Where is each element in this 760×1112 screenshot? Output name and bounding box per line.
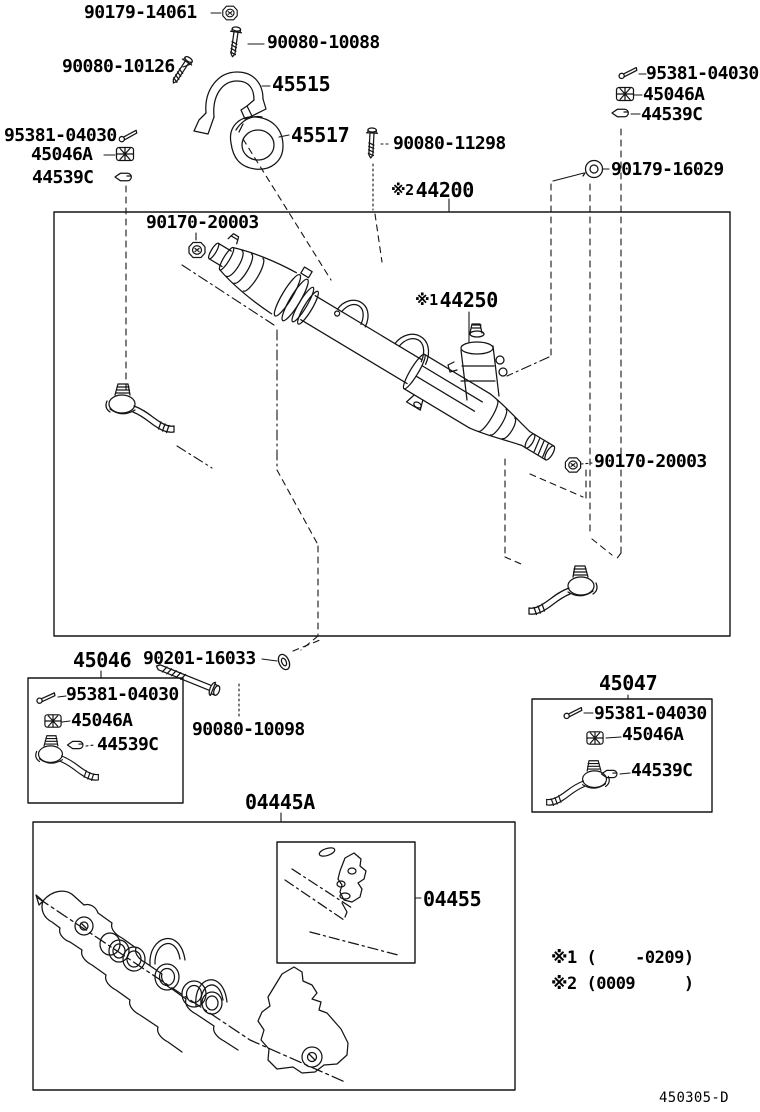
lock-nut-icon xyxy=(565,458,580,472)
part-label-45517: 45517 xyxy=(291,123,350,147)
part-label-90179-14061: 90179-14061 xyxy=(84,2,197,23)
part-label-45515: 45515 xyxy=(272,72,331,96)
figure-code: 450305-D xyxy=(659,1090,729,1106)
part-label-90201-16033: 90201-16033 xyxy=(143,648,256,669)
clip-icon xyxy=(67,741,82,748)
part-label-45047: 45047 xyxy=(599,671,658,695)
part-label-90170-20003-top: 90170-20003 xyxy=(146,212,259,233)
tie-rod-end-drawing xyxy=(36,736,99,781)
castle-nut-icon xyxy=(587,732,603,744)
control-valve-drawing xyxy=(448,324,507,400)
nut-icon xyxy=(223,6,237,20)
part-number-44200: 44200 xyxy=(415,178,474,202)
note-applicability-2: ※2 (0009 ) xyxy=(551,974,694,994)
bolt-icon xyxy=(227,26,242,57)
leader-lines xyxy=(58,13,646,898)
part-label-90170-20003-right: 90170-20003 xyxy=(594,451,707,472)
castle-nut-icon xyxy=(117,148,134,161)
part-label-44539C-right: 44539C xyxy=(641,104,703,125)
tie-rod-end-drawing xyxy=(106,384,174,433)
cotter-pin-icon xyxy=(118,130,138,142)
main-assembly-box xyxy=(54,212,730,636)
gasket-kit-drawing xyxy=(36,891,348,1082)
part-label-90179-16029: 90179-16029 xyxy=(611,159,724,180)
washer-icon xyxy=(276,653,292,672)
cotter-pin-icon xyxy=(618,68,638,79)
part-label-95381-04030-kit1: 95381-04030 xyxy=(66,684,179,705)
castle-nut-icon xyxy=(45,715,61,727)
cotter-pin-icon xyxy=(36,693,56,704)
part-label-90080-11298: 90080-11298 xyxy=(393,133,506,154)
part-label-90080-10126: 90080-10126 xyxy=(62,56,175,77)
bolt-icon xyxy=(365,128,378,159)
part-label-90080-10088: 90080-10088 xyxy=(267,32,380,53)
part-label-95381-04030-right: 95381-04030 xyxy=(646,63,759,84)
part-label-95381-04030-left: 95381-04030 xyxy=(4,125,117,146)
part-label-04455: 04455 xyxy=(423,887,482,911)
grommet-icon xyxy=(583,161,603,178)
ref-mark-1: ※1 xyxy=(415,291,438,309)
part-label-44539C-kit2: 44539C xyxy=(631,760,693,781)
part-label-95381-04030-kit2: 95381-04030 xyxy=(594,703,707,724)
steering-rack-drawing xyxy=(196,221,569,480)
tie-rod-end-drawing xyxy=(529,566,597,615)
ref-mark-2: ※2 xyxy=(391,181,414,199)
part-label-45046: 45046 xyxy=(73,648,132,672)
part-label-44539C-left: 44539C xyxy=(32,167,94,188)
part-label-45046A-kit2: 45046A xyxy=(622,724,684,745)
part-label-45046A-right: 45046A xyxy=(643,84,705,105)
clip-icon xyxy=(115,173,131,181)
tie-rod-end-drawing xyxy=(547,761,610,806)
part-label-44200 xyxy=(391,180,474,200)
valve-kit-drawing xyxy=(285,846,398,955)
part-label-44539C-kit1: 44539C xyxy=(97,734,159,755)
part-label-45046A-left: 45046A xyxy=(31,144,93,165)
note-applicability-1: ※1 ( -0209) xyxy=(551,948,694,968)
part-number-44250: 44250 xyxy=(439,288,498,312)
castle-nut-icon xyxy=(617,88,634,101)
clip-icon xyxy=(612,109,628,117)
part-label-90080-10098: 90080-10098 xyxy=(192,719,305,740)
cotter-pin-icon xyxy=(563,708,583,719)
lock-nut-icon xyxy=(189,243,205,258)
reference-dashed-lines xyxy=(126,129,621,651)
part-label-44250 xyxy=(415,290,498,310)
part-label-45046A-kit1: 45046A xyxy=(71,710,133,731)
stabilizer-bracket-drawing xyxy=(194,72,266,134)
part-label-04445A: 04445A xyxy=(245,790,315,814)
gasket-kit-box xyxy=(33,822,515,1090)
